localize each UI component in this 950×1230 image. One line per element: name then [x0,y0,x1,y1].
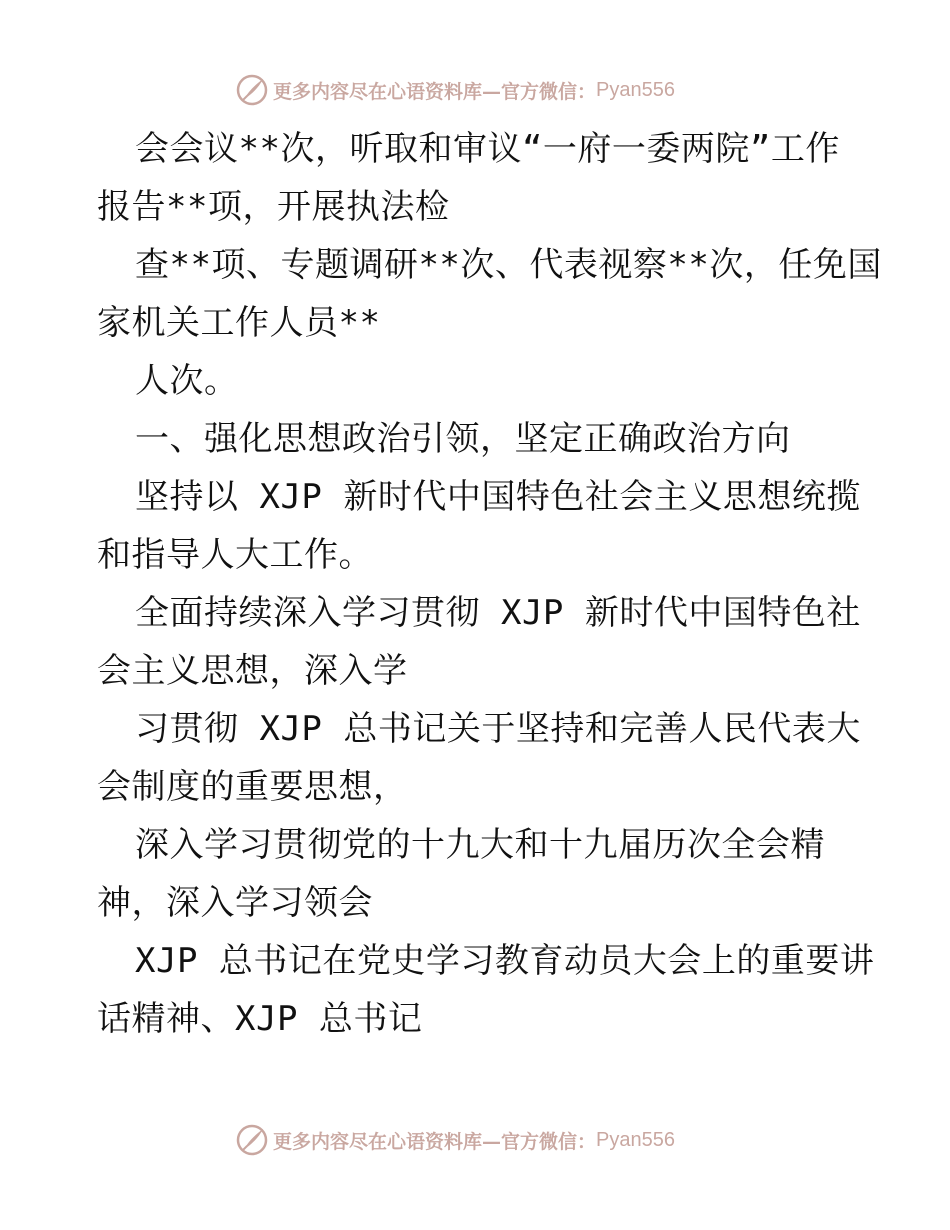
text-line: 习贯彻 XJP 总书记关于坚持和完善人民代表大 [135,709,861,749]
wechat-id: Pyan556 [596,1128,675,1151]
footer-watermark-banner [235,1122,675,1158]
text-line: 家机关工作人员** [97,303,381,343]
text-line: 会制度的重要思想， [97,767,408,807]
text-line: 话精神、XJP 总书记 [97,999,423,1039]
text-line: 和指导人大工作。 [97,535,373,575]
quill-logo-icon [235,1123,269,1157]
text-line: 报告**项，开展执法检 [97,187,450,227]
text-line: 全面持续深入学习贯彻 XJP 新时代中国特色社 [135,593,861,633]
text-line: 神，深入学习领会 [97,883,373,923]
document-body [97,120,882,1048]
text-line: 人次。 [135,361,239,401]
text-line: 坚持以 XJP 新时代中国特色社会主义思想统揽 [135,477,861,517]
quill-logo-icon [235,73,269,107]
section-heading: 一、强化思想政治引领，坚定正确政治方向 [135,419,791,459]
header-watermark-banner [235,72,675,108]
wechat-id: Pyan556 [596,78,675,101]
text-line: 查**项、专题调研**次、代表视察**次，任免国 [135,245,882,285]
text-line: XJP 总书记在党史学习教育动员大会上的重要讲 [135,941,875,981]
text-line: 会会议**次，听取和审议“一府一委两院”工作 [135,129,840,169]
banner-text: 更多内容尽在心语资料库—官方微信： [273,1130,597,1153]
banner-text: 更多内容尽在心语资料库—官方微信： [273,80,597,103]
text-line: 会主义思想，深入学 [97,651,408,691]
text-line: 深入学习贯彻党的十九大和十九届历次全会精 [135,825,825,865]
